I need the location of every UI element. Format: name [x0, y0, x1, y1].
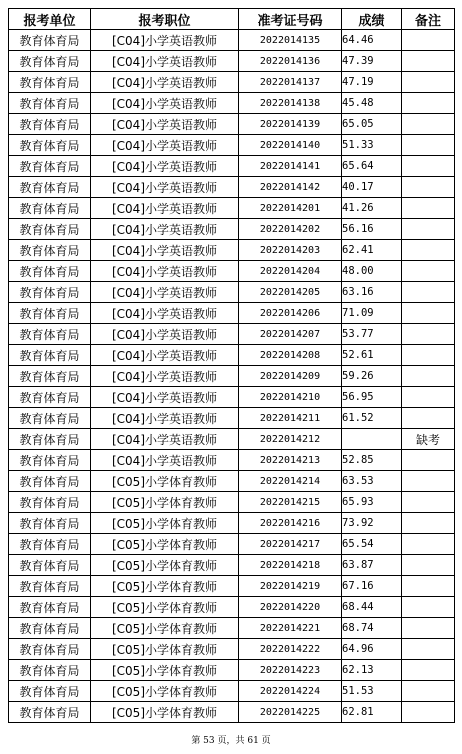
cell-unit: 教育体育局 [9, 681, 91, 702]
cell-exam-id: 2022014220 [239, 597, 342, 618]
cell-exam-id: 2022014217 [239, 534, 342, 555]
table-row [9, 30, 455, 51]
cell-exam-id: 2022014222 [239, 639, 342, 660]
cell-score: 61.52 [342, 408, 402, 429]
cell-score: 62.81 [342, 702, 402, 723]
cell-unit: 教育体育局 [9, 639, 91, 660]
cell-position: [C05]小学体育教师 [91, 513, 239, 534]
cell-position: [C05]小学体育教师 [91, 597, 239, 618]
cell-exam-id: 2022014211 [239, 408, 342, 429]
table-row [9, 597, 455, 618]
cell-note [402, 534, 455, 555]
cell-position: [C04]小学英语教师 [91, 408, 239, 429]
cell-unit: 教育体育局 [9, 324, 91, 345]
cell-unit: 教育体育局 [9, 387, 91, 408]
table-row [9, 429, 455, 450]
cell-note [402, 93, 455, 114]
cell-note [402, 135, 455, 156]
cell-note [402, 282, 455, 303]
cell-note [402, 345, 455, 366]
table-row [9, 450, 455, 471]
cell-unit: 教育体育局 [9, 135, 91, 156]
cell-position: [C04]小学英语教师 [91, 261, 239, 282]
cell-position: [C04]小学英语教师 [91, 51, 239, 72]
cell-exam-id: 2022014210 [239, 387, 342, 408]
cell-score: 41.26 [342, 198, 402, 219]
table-row [9, 282, 455, 303]
table-row [9, 240, 455, 261]
header-score: 成绩 [342, 9, 402, 30]
cell-unit: 教育体育局 [9, 660, 91, 681]
cell-exam-id: 2022014212 [239, 429, 342, 450]
cell-position: [C04]小学英语教师 [91, 366, 239, 387]
cell-position: [C04]小学英语教师 [91, 93, 239, 114]
table-body [9, 30, 455, 723]
cell-exam-id: 2022014135 [239, 30, 342, 51]
cell-score: 65.93 [342, 492, 402, 513]
table-row [9, 618, 455, 639]
cell-score: 67.16 [342, 576, 402, 597]
table-row [9, 303, 455, 324]
cell-score: 63.53 [342, 471, 402, 492]
cell-unit: 教育体育局 [9, 429, 91, 450]
cell-score: 40.17 [342, 177, 402, 198]
table-row [9, 261, 455, 282]
cell-unit: 教育体育局 [9, 345, 91, 366]
cell-unit: 教育体育局 [9, 30, 91, 51]
table-row [9, 345, 455, 366]
cell-score: 64.46 [342, 30, 402, 51]
cell-score: 73.92 [342, 513, 402, 534]
table-row [9, 702, 455, 723]
cell-score: 68.74 [342, 618, 402, 639]
cell-exam-id: 2022014213 [239, 450, 342, 471]
table-row [9, 492, 455, 513]
cell-unit: 教育体育局 [9, 219, 91, 240]
cell-position: [C04]小学英语教师 [91, 303, 239, 324]
table-row [9, 555, 455, 576]
cell-score: 52.61 [342, 345, 402, 366]
cell-unit: 教育体育局 [9, 366, 91, 387]
table-row [9, 534, 455, 555]
cell-exam-id: 2022014136 [239, 51, 342, 72]
cell-exam-id: 2022014216 [239, 513, 342, 534]
cell-score: 62.41 [342, 240, 402, 261]
cell-unit: 教育体育局 [9, 72, 91, 93]
cell-exam-id: 2022014142 [239, 177, 342, 198]
table-row [9, 660, 455, 681]
cell-unit: 教育体育局 [9, 51, 91, 72]
cell-score: 47.19 [342, 72, 402, 93]
cell-note [402, 471, 455, 492]
table-row [9, 93, 455, 114]
cell-score: 64.96 [342, 639, 402, 660]
cell-note [402, 513, 455, 534]
cell-score: 51.53 [342, 681, 402, 702]
cell-position: [C04]小学英语教师 [91, 198, 239, 219]
cell-position: [C04]小学英语教师 [91, 450, 239, 471]
cell-unit: 教育体育局 [9, 576, 91, 597]
cell-unit: 教育体育局 [9, 492, 91, 513]
table-row [9, 135, 455, 156]
cell-score: 47.39 [342, 51, 402, 72]
cell-exam-id: 2022014141 [239, 156, 342, 177]
cell-exam-id: 2022014225 [239, 702, 342, 723]
cell-note [402, 219, 455, 240]
cell-score: 63.16 [342, 282, 402, 303]
cell-score: 65.05 [342, 114, 402, 135]
cell-exam-id: 2022014201 [239, 198, 342, 219]
cell-note [402, 681, 455, 702]
table-row [9, 72, 455, 93]
cell-note [402, 198, 455, 219]
cell-exam-id: 2022014215 [239, 492, 342, 513]
cell-position: [C04]小学英语教师 [91, 72, 239, 93]
cell-exam-id: 2022014221 [239, 618, 342, 639]
cell-position: [C04]小学英语教师 [91, 30, 239, 51]
cell-unit: 教育体育局 [9, 177, 91, 198]
cell-note [402, 303, 455, 324]
cell-note [402, 639, 455, 660]
cell-note [402, 597, 455, 618]
cell-position: [C05]小学体育教师 [91, 492, 239, 513]
cell-unit: 教育体育局 [9, 93, 91, 114]
table-row [9, 366, 455, 387]
cell-unit: 教育体育局 [9, 261, 91, 282]
cell-note [402, 30, 455, 51]
cell-note [402, 156, 455, 177]
cell-exam-id: 2022014139 [239, 114, 342, 135]
cell-score: 68.44 [342, 597, 402, 618]
cell-note [402, 240, 455, 261]
cell-note [402, 261, 455, 282]
cell-position: [C05]小学体育教师 [91, 660, 239, 681]
table-row [9, 156, 455, 177]
cell-note [402, 702, 455, 723]
cell-note [402, 408, 455, 429]
cell-unit: 教育体育局 [9, 156, 91, 177]
cell-position: [C05]小学体育教师 [91, 534, 239, 555]
cell-position: [C05]小学体育教师 [91, 576, 239, 597]
cell-score: 59.26 [342, 366, 402, 387]
cell-score: 51.33 [342, 135, 402, 156]
cell-exam-id: 2022014203 [239, 240, 342, 261]
cell-unit: 教育体育局 [9, 513, 91, 534]
cell-position: [C04]小学英语教师 [91, 345, 239, 366]
cell-unit: 教育体育局 [9, 114, 91, 135]
cell-exam-id: 2022014202 [239, 219, 342, 240]
table-row [9, 513, 455, 534]
cell-exam-id: 2022014209 [239, 366, 342, 387]
cell-exam-id: 2022014207 [239, 324, 342, 345]
cell-unit: 教育体育局 [9, 303, 91, 324]
cell-score: 65.64 [342, 156, 402, 177]
cell-score: 62.13 [342, 660, 402, 681]
cell-exam-id: 2022014223 [239, 660, 342, 681]
cell-unit: 教育体育局 [9, 198, 91, 219]
header-exam-id: 准考证号码 [239, 9, 342, 30]
cell-unit: 教育体育局 [9, 240, 91, 261]
cell-score: 71.09 [342, 303, 402, 324]
table-row [9, 198, 455, 219]
cell-score: 65.54 [342, 534, 402, 555]
cell-score: 63.87 [342, 555, 402, 576]
cell-position: [C04]小学英语教师 [91, 282, 239, 303]
cell-exam-id: 2022014140 [239, 135, 342, 156]
cell-exam-id: 2022014224 [239, 681, 342, 702]
cell-score: 45.48 [342, 93, 402, 114]
page-number-footer: 第 53 页，共 61 页 [191, 736, 271, 746]
cell-score: 48.00 [342, 261, 402, 282]
cell-exam-id: 2022014137 [239, 72, 342, 93]
cell-position: [C04]小学英语教师 [91, 387, 239, 408]
cell-score: 56.16 [342, 219, 402, 240]
cell-unit: 教育体育局 [9, 597, 91, 618]
cell-position: [C04]小学英语教师 [91, 135, 239, 156]
cell-position: [C04]小学英语教师 [91, 156, 239, 177]
header-position: 报考职位 [91, 9, 239, 30]
cell-exam-id: 2022014204 [239, 261, 342, 282]
cell-position: [C05]小学体育教师 [91, 681, 239, 702]
cell-unit: 教育体育局 [9, 555, 91, 576]
cell-score: 56.95 [342, 387, 402, 408]
cell-position: [C05]小学体育教师 [91, 471, 239, 492]
cell-position: [C04]小学英语教师 [91, 219, 239, 240]
cell-note [402, 492, 455, 513]
cell-note [402, 366, 455, 387]
cell-unit: 教育体育局 [9, 282, 91, 303]
cell-score [342, 429, 402, 450]
cell-exam-id: 2022014138 [239, 93, 342, 114]
cell-note [402, 387, 455, 408]
cell-unit: 教育体育局 [9, 702, 91, 723]
cell-note [402, 618, 455, 639]
cell-exam-id: 2022014206 [239, 303, 342, 324]
cell-position: [C04]小学英语教师 [91, 429, 239, 450]
cell-note: 缺考 [402, 429, 455, 450]
cell-exam-id: 2022014219 [239, 576, 342, 597]
table-row [9, 471, 455, 492]
cell-unit: 教育体育局 [9, 408, 91, 429]
cell-unit: 教育体育局 [9, 471, 91, 492]
table-row [9, 639, 455, 660]
cell-position: [C04]小学英语教师 [91, 114, 239, 135]
header-note: 备注 [402, 9, 455, 30]
cell-note [402, 324, 455, 345]
table-header-row [9, 9, 455, 30]
table-row [9, 387, 455, 408]
cell-exam-id: 2022014208 [239, 345, 342, 366]
cell-position: [C05]小学体育教师 [91, 555, 239, 576]
cell-note [402, 576, 455, 597]
cell-note [402, 450, 455, 471]
cell-note [402, 51, 455, 72]
cell-position: [C04]小学英语教师 [91, 324, 239, 345]
table-row [9, 114, 455, 135]
score-table [8, 8, 455, 723]
cell-position: [C05]小学体育教师 [91, 639, 239, 660]
table-row [9, 681, 455, 702]
table-row [9, 324, 455, 345]
cell-unit: 教育体育局 [9, 618, 91, 639]
cell-exam-id: 2022014205 [239, 282, 342, 303]
cell-exam-id: 2022014218 [239, 555, 342, 576]
table-row [9, 177, 455, 198]
cell-unit: 教育体育局 [9, 450, 91, 471]
cell-unit: 教育体育局 [9, 534, 91, 555]
cell-position: [C04]小学英语教师 [91, 177, 239, 198]
cell-exam-id: 2022014214 [239, 471, 342, 492]
header-unit: 报考单位 [9, 9, 91, 30]
cell-position: [C05]小学体育教师 [91, 618, 239, 639]
table-row [9, 219, 455, 240]
cell-position: [C04]小学英语教师 [91, 240, 239, 261]
table-row [9, 51, 455, 72]
cell-note [402, 177, 455, 198]
cell-score: 52.85 [342, 450, 402, 471]
table-row [9, 408, 455, 429]
cell-note [402, 72, 455, 93]
cell-note [402, 114, 455, 135]
table-row [9, 576, 455, 597]
cell-note [402, 660, 455, 681]
cell-note [402, 555, 455, 576]
cell-score: 53.77 [342, 324, 402, 345]
cell-position: [C05]小学体育教师 [91, 702, 239, 723]
